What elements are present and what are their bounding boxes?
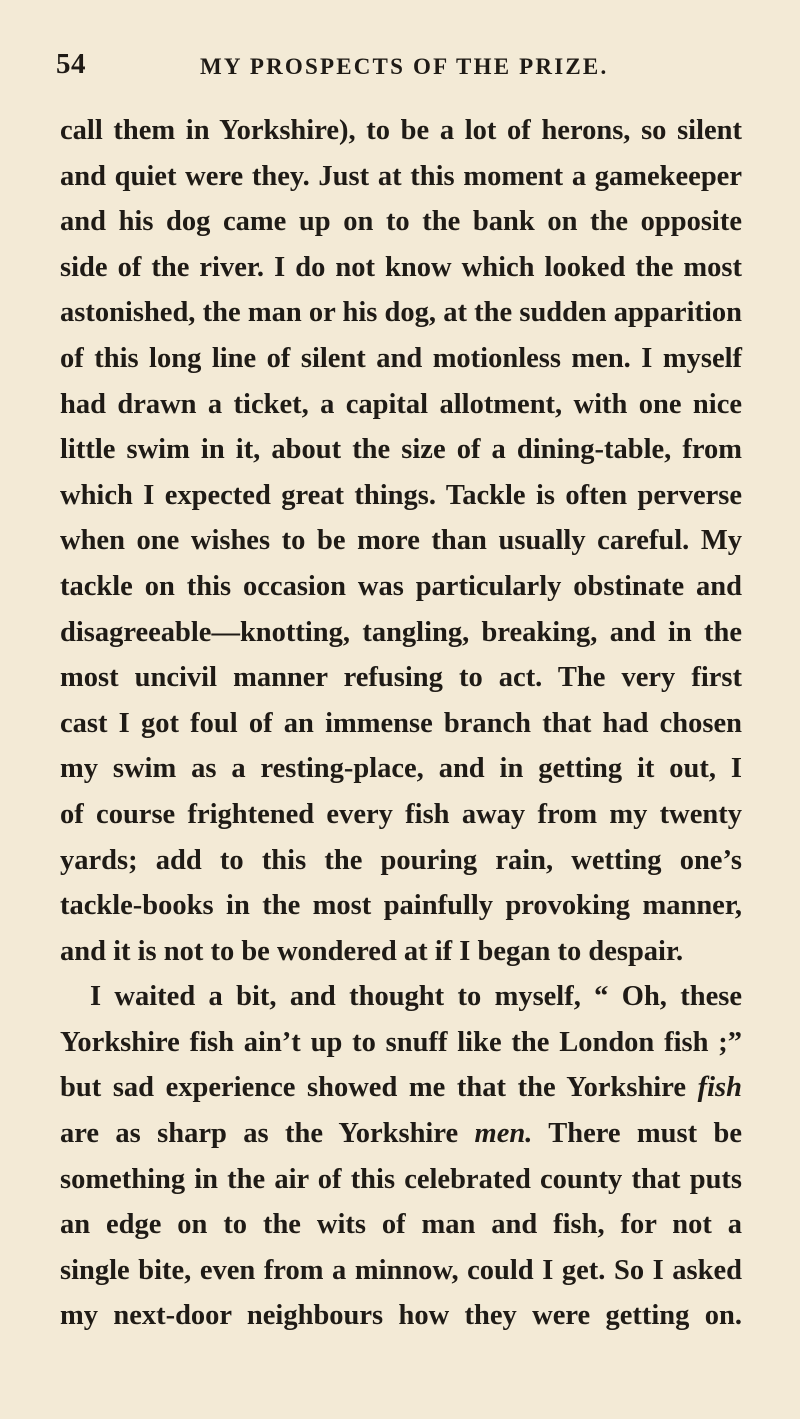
text-line-with-italic xyxy=(60,1111,742,1157)
text-line: single bite, even from a minnow, could I get. So I asked xyxy=(60,1254,742,1286)
italic-word: men. xyxy=(474,1118,533,1150)
text-line-with-italic xyxy=(60,1065,742,1111)
running-title: MY PROSPECTS OF THE PRIZE. xyxy=(200,54,609,79)
text-line: and quiet were they. Just at this moment a gamekeeper xyxy=(60,160,742,192)
text-line: tackle-books in the most painfully provoking manner, xyxy=(60,890,742,922)
text-line: my swim as a resting-place, and in getting it out, I xyxy=(60,753,742,785)
text-line: of course frightened every fish away from my twenty xyxy=(60,798,742,830)
text-line: tackle on this occasion was particularly obstinate and xyxy=(60,570,742,602)
page-number: 54 xyxy=(56,48,86,80)
text-line: and his dog came up on to the bank on the opposite xyxy=(60,206,742,238)
text-line: cast I got foul of an immense branch that had chosen xyxy=(60,707,742,739)
text-segment: but sad experience showed me that the Yorkshire xyxy=(60,1072,687,1104)
text-line: of this long line of silent and motionless men. I myself xyxy=(60,342,742,374)
text-line: and it is not to be wondered at if I began to despair. xyxy=(60,935,684,967)
text-line: which I expected great things. Tackle is often perverse xyxy=(60,479,742,511)
text-line: had drawn a ticket, a capital allotment, with one nice xyxy=(60,388,742,420)
text-line: when one wishes to be more than usually careful. My xyxy=(60,525,742,557)
text-line: an edge on to the wits of man and fish, for not a xyxy=(60,1209,742,1241)
text-line: Yorkshire fish ain’t up to snuff like the London fish ;” xyxy=(60,1026,742,1058)
text-line: most uncivil manner refusing to act. The very first xyxy=(60,662,742,694)
text-line: astonished, the man or his dog, at the sudden apparition xyxy=(60,297,742,329)
text-line: yards; add to this the pouring rain, wetting one’s xyxy=(60,844,742,876)
text-line: disagreeable—knotting, tangling, breaking, and in the xyxy=(60,616,742,648)
text-line: little swim in it, about the size of a dining-table, from xyxy=(60,434,742,466)
text-line: something in the air of this celebrated county that puts xyxy=(60,1163,742,1195)
body-text xyxy=(60,108,742,1339)
page-header xyxy=(56,48,746,88)
text-segment: are as sharp as the Yorkshire xyxy=(60,1118,459,1150)
text-line: I waited a bit, and thought to myself, “ Oh, these xyxy=(90,981,742,1013)
text-line: side of the river. I do not know which looked the most xyxy=(60,251,742,283)
text-line: my next-door neighbours how they were getting on. xyxy=(60,1300,742,1332)
text-line: call them in Yorkshire), to be a lot of herons, so silent xyxy=(60,115,742,146)
italic-word: fish xyxy=(697,1072,742,1104)
text-segment: There must be xyxy=(548,1118,742,1150)
